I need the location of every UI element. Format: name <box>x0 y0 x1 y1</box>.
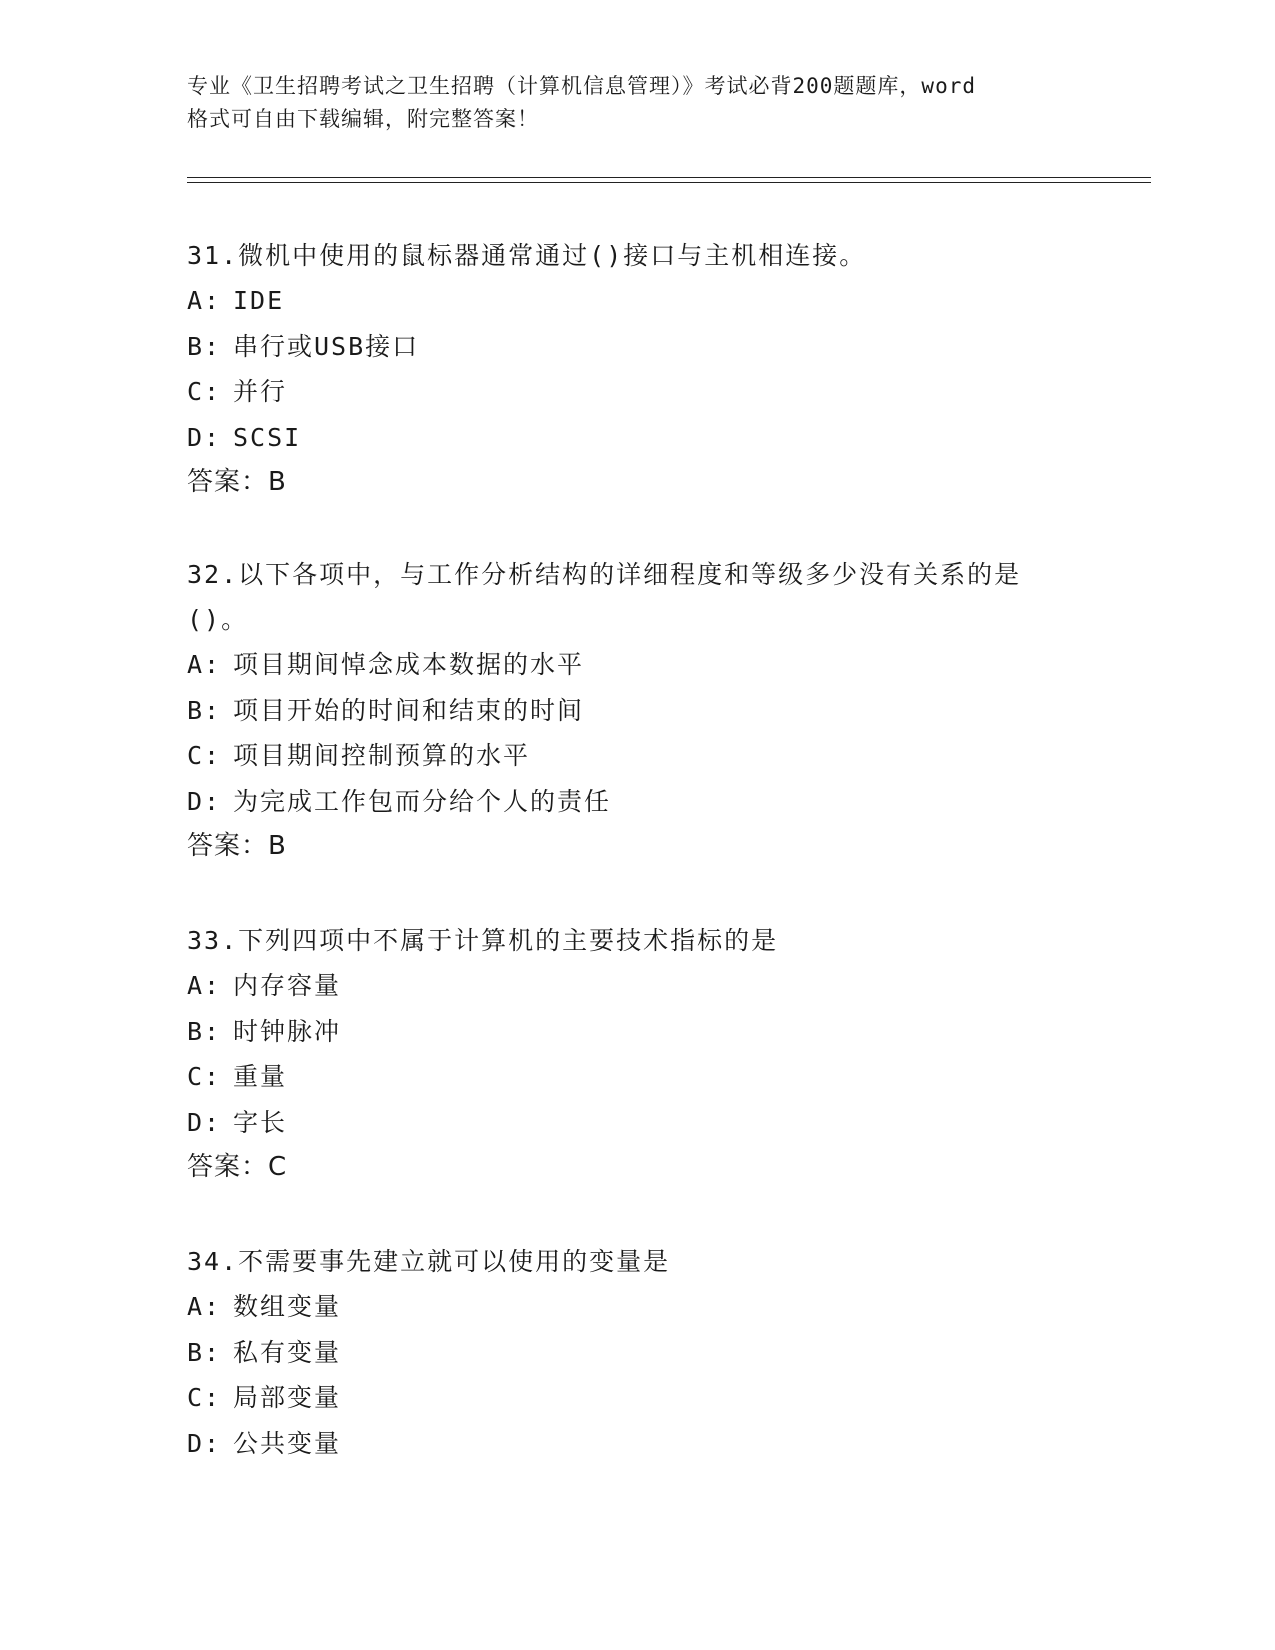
option-b <box>187 324 1087 370</box>
option-text: 局部变量 <box>233 1383 342 1412</box>
option-label: A: <box>187 650 222 679</box>
option-label: D: <box>187 422 222 452</box>
option-text: 项目开始的时间和结束的时间 <box>233 695 585 725</box>
question-32 <box>187 552 1087 869</box>
question-31 <box>187 233 1087 505</box>
option-label: D: <box>187 1107 222 1137</box>
option-label: D: <box>187 786 222 816</box>
option-text: 数组变量 <box>233 1292 342 1321</box>
option-text: 重量 <box>233 1062 288 1091</box>
option-label: C: <box>187 741 222 770</box>
option-text: 字长 <box>233 1107 288 1137</box>
header-divider-bottom <box>187 182 1151 183</box>
answer-key: 答案：C <box>187 1152 288 1182</box>
option-label: B: <box>187 1016 222 1046</box>
option-text: 项目期间控制预算的水平 <box>233 741 531 770</box>
option-label: C: <box>187 1383 222 1412</box>
option-c <box>187 733 1087 779</box>
option-text: 内存容量 <box>233 971 342 1000</box>
question-33 <box>187 918 1087 1190</box>
answer-key: 答案：B <box>187 467 287 497</box>
option-a <box>187 963 1087 1009</box>
option-label: B: <box>187 1337 222 1367</box>
option-d <box>187 779 1087 825</box>
question-34 <box>187 1239 1087 1466</box>
option-label: C: <box>187 1062 222 1091</box>
answer-key: 答案：B <box>187 831 287 861</box>
option-text: SCSI <box>233 422 302 452</box>
option-c <box>187 369 1087 415</box>
question-stem: 33.下列四项中不属于计算机的主要技术指标的是 <box>187 926 779 955</box>
option-a <box>187 642 1087 688</box>
option-b <box>187 1009 1087 1055</box>
option-text: 时钟脉冲 <box>233 1016 342 1046</box>
question-stem: 31.微机中使用的鼠标器通常通过()接口与主机相连接。 <box>187 241 867 270</box>
option-label: B: <box>187 331 222 361</box>
option-label: A: <box>187 286 222 315</box>
option-text: 并行 <box>233 377 288 406</box>
option-text: 公共变量 <box>233 1428 342 1458</box>
header-divider-top <box>187 177 1151 178</box>
header-line-2: 格式可自由下载编辑，附完整答案！ <box>187 107 539 131</box>
option-text: IDE <box>233 286 285 315</box>
question-stem: 32.以下各项中，与工作分析结构的详细程度和等级多少没有关系的是()。 <box>187 560 1022 634</box>
option-label: C: <box>187 377 222 406</box>
option-label: D: <box>187 1428 222 1458</box>
option-d <box>187 415 1087 461</box>
option-c <box>187 1375 1087 1421</box>
option-d <box>187 1421 1087 1467</box>
option-text: 私有变量 <box>233 1337 342 1367</box>
option-b <box>187 688 1087 734</box>
question-stem: 34.不需要事先建立就可以使用的变量是 <box>187 1247 671 1276</box>
option-a <box>187 278 1087 324</box>
option-a <box>187 1284 1087 1330</box>
option-c <box>187 1054 1087 1100</box>
option-label: B: <box>187 695 222 725</box>
option-text: 串行或USB接口 <box>233 331 420 361</box>
option-text: 项目期间悼念成本数据的水平 <box>233 650 585 679</box>
option-label: A: <box>187 971 222 1000</box>
option-label: A: <box>187 1292 222 1321</box>
option-text: 为完成工作包而分给个人的责任 <box>233 786 612 816</box>
option-b <box>187 1330 1087 1376</box>
document-header <box>187 70 1087 136</box>
option-d <box>187 1100 1087 1146</box>
header-line-1: 专业《卫生招聘考试之卫生招聘（计算机信息管理）》考试必背200题题库，word <box>187 74 976 98</box>
